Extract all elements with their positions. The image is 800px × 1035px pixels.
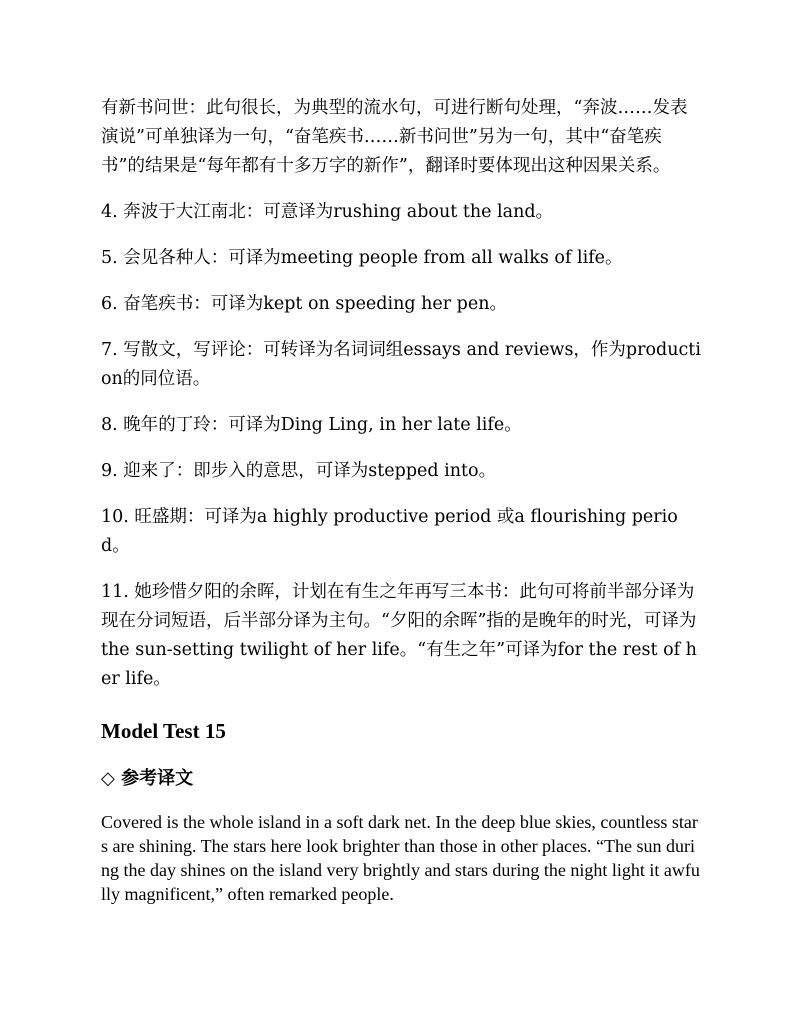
english-translation-paragraph: Covered is the whole island in a soft dark net. In the deep blue skies, countless stars are shining. The stars here look brighter than those in other places. “The sun during the day shines on the island very brightly and stars during the night light it awfully magnificent,” often remarked people.: [101, 812, 700, 904]
document-page: [101, 94, 701, 906]
note-item-8: 8. 晚年的丁玲：可译为Ding Ling, in her late life。: [101, 415, 522, 435]
note-item-10: 10. 旺盛期：可译为a highly productive period 或a flourishing period。: [101, 507, 678, 556]
note-item-9: 9. 迎来了：即步入的意思，可译为stepped into。: [101, 461, 497, 481]
paragraph-analysis-intro: 有新书问世：此句很长，为典型的流水句，可进行断句处理，“奔波……发表演说”可单独译为一句，“奋笔疾书……新书问世”另为一句，其中“奋笔疾书”的结果是“每年都有十多万字的新作”，翻译时要体现出这种因果关系。: [101, 98, 688, 176]
note-item-11: 11. 她珍惜夕阳的余晖，计划在有生之年再写三本书：此句可将前半部分译为现在分词短语，后半部分译为主句。“夕阳的余晖”指的是晚年的时光，可译为the sun-setting twilight of her life。“有生之年”可译为for the rest of her life。: [101, 582, 697, 689]
note-item-5: 5. 会见各种人：可译为meeting people from all walks of life。: [101, 248, 623, 268]
reference-translation-heading: ◇ 参考译文: [101, 768, 194, 789]
note-item-6: 6. 奋笔疾书：可译为kept on speeding her pen。: [101, 294, 508, 314]
note-item-7: 7. 写散文，写评论：可转译为名词词组essays and reviews，作为production的同位语。: [101, 340, 701, 389]
section-heading: Model Test 15: [101, 719, 226, 743]
note-item-4: 4. 奔波于大江南北：可意译为rushing about the land。: [101, 202, 554, 222]
